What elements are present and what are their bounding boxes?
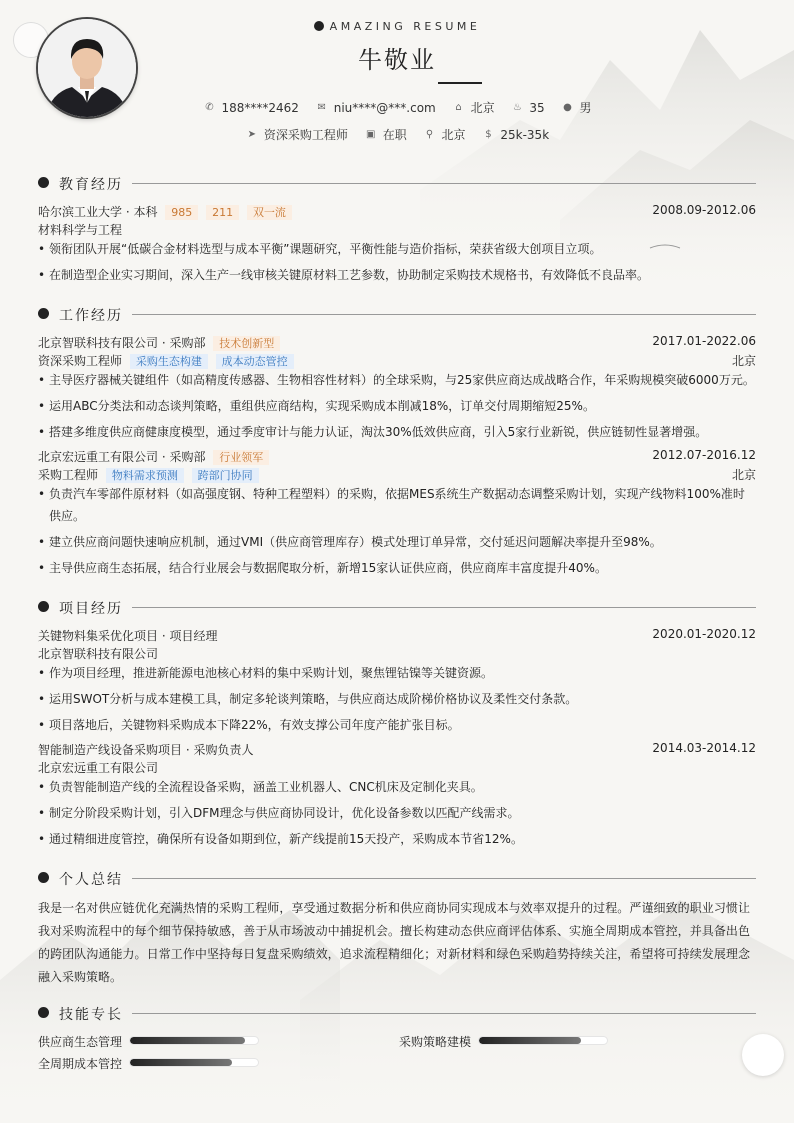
role-tag: 采购生态构建 (130, 354, 208, 369)
section-divider (132, 607, 756, 608)
list-item: • 负责汽车零部件原材料（如高强度钢、特种工程塑料）的采购，依据MES系统生产数据动态调整采购计划，实现产线物料100%准时供应。 (38, 483, 756, 527)
section-divider (132, 314, 756, 315)
phone-item: ✆ 188****2462 (202, 101, 298, 115)
project-company: 北京宏远重工有限公司 (38, 761, 159, 775)
city-item: ⌂ 北京 (452, 99, 495, 116)
ink-dot-icon (38, 1007, 49, 1018)
section-divider (132, 1013, 756, 1014)
education-school-line: 哈尔滨工业大学 · 本科 985 211 双一流 2008.09-2012.06 (38, 203, 756, 219)
company-tag: 技术创新型 (213, 336, 280, 351)
gender-item: ● 男 (561, 99, 592, 116)
skill-item: 采购策略建模 (399, 1033, 629, 1049)
project-date: 2020.01-2020.12 (652, 627, 756, 641)
list-item: • 主导医疗器械关键组件（如高精度传感器、生物相容性材料）的全球采购，与25家供应商达成战略合作，年采购规模突破6000万元。 (38, 369, 756, 391)
ink-dot-icon (38, 872, 49, 883)
section-divider (132, 878, 756, 879)
section-project-header: 项目经历 (38, 598, 756, 616)
skill-bar (479, 1037, 607, 1044)
skill-bar-fill (479, 1037, 581, 1044)
home-icon: ⌂ (455, 102, 462, 113)
section-education-header: 教育经历 (38, 174, 756, 192)
list-item: • 运用SWOT分析与成本建模工具，制定多轮谈判策略，与供应商达成阶梯价格协议及柔性交付条款。 (38, 688, 756, 710)
list-item: • 项目落地后，关键物料采购成本下降22%，有效支撑公司年度产能扩张目标。 (38, 714, 756, 736)
section-work-header: 工作经历 (38, 305, 756, 323)
ink-circle-decoration (742, 1034, 784, 1076)
project-date: 2014.03-2014.12 (652, 741, 756, 755)
name-underline (438, 82, 482, 84)
briefcase-icon: ▣ (365, 129, 376, 140)
contact-row (0, 99, 794, 116)
brand-label: AMAZING RESUME (0, 20, 794, 33)
skill-item: 全周期成本管控 (38, 1055, 268, 1071)
list-item: • 运用ABC分类法和动态谈判策略，重组供应商结构，实现采购成本削减18%，订单交付周期缩短25%。 (38, 395, 756, 417)
role-tag: 成本动态管控 (216, 354, 294, 369)
candidate-name: 牛敬业 (358, 46, 436, 74)
skill-bar-fill (130, 1059, 232, 1066)
send-icon: ➤ (247, 129, 257, 140)
list-item: • 领衔团队开展“低碳合金材料选型与成本平衡”课题研究，平衡性能与造价指标，荣获省级大创项目立项。 (38, 238, 756, 260)
list-item: • 在制造型企业实习期间，深入生产一线审核关键原材料工艺参数，协助制定采购技术规格书，有效降低不良品率。 (38, 264, 756, 286)
company-tag: 行业领军 (213, 450, 269, 465)
project-company: 北京智联科技有限公司 (38, 647, 159, 661)
list-item: • 主导供应商生态拓展，结合行业展会与数据爬取分析，新增15家认证供应商，供应商库丰富度提升40%。 (38, 557, 756, 579)
target-city-item: ⚲ 北京 (423, 126, 466, 143)
section-skills-header: 技能专长 (38, 1004, 756, 1022)
work-role-line: 采购工程师 物料需求预测 跨部门协同 北京 (38, 468, 756, 482)
school-tag: 211 (206, 205, 239, 220)
list-item: • 通过精细进度管控，确保所有设备如期到位，新产线提前15天投产，采购成本节省12%。 (38, 828, 756, 850)
work-date: 2012.07-2016.12 (652, 448, 756, 462)
work-city: 北京 (731, 354, 756, 368)
role-tag: 物料需求预测 (106, 468, 184, 483)
list-item: • 搭建多维度供应商健康度模型，通过季度审计与能力认证，淘汰30%低效供应商，引入5家行业新锐，供应链韧性显著增强。 (38, 421, 756, 443)
skill-bar (130, 1037, 258, 1044)
education-date: 2008.09-2012.06 (652, 203, 756, 217)
work-date: 2017.01-2022.06 (652, 334, 756, 348)
job-intent-row (0, 126, 794, 143)
salary-item: $ 25k-35k (481, 128, 549, 142)
role-tag: 跨部门协同 (192, 468, 259, 483)
work-role-line: 资深采购工程师 采购生态构建 成本动态管控 北京 (38, 354, 756, 368)
email-item: ✉ niu****@***.com (315, 101, 436, 115)
summary-text: 我是一名对供应链优化充满热情的采购工程师，享受通过数据分析和供应商协同实现成本与效率双提升的过程。严谨细致的职业习惯让我对采购流程中的每个细节保持敏感，善于从市场波动中捕捉机会。擅长构建动态供应商评估体系、实施全周期成本管控，并具备出色的跨团队沟通能力。日常工作中坚持每日复盘采购绩效，追求流程精细化；对新材料和绿色采购趋势持续关注，希望将可持续发展理念融入采购策略。 (38, 901, 750, 984)
education-major: 材料科学与工程 (38, 223, 123, 237)
list-item: • 负责智能制造产线的全流程设备采购，涵盖工业机器人、CNC机床及定制化夹具。 (38, 776, 756, 798)
work-company-line: 北京智联科技有限公司 · 采购部 技术创新型 2017.01-2022.06 (38, 334, 756, 350)
project-name-line: 智能制造产线设备采购项目 · 采购负责人 2014.03-2014.12 (38, 741, 756, 757)
list-item: • 建立供应商问题快速响应机制，通过VMI（供应商管理库存）模式处理订单异常，交付延迟问题解决率提升至98%。 (38, 531, 756, 553)
school-tag: 985 (165, 205, 198, 220)
skill-item: 供应商生态管理 (38, 1033, 268, 1049)
skill-bar (130, 1059, 258, 1066)
ink-dot-icon (38, 601, 49, 612)
school-tag: 双一流 (247, 205, 292, 220)
phone-icon: ✆ (205, 102, 214, 113)
cake-icon: ♨ (512, 102, 522, 113)
mail-icon: ✉ (317, 102, 326, 113)
list-item: • 作为项目经理，推进新能源电池核心材料的集中采购计划，聚焦锂钴镍等关键资源。 (38, 662, 756, 684)
gender-icon: ● (563, 102, 572, 113)
project-name-line: 关键物料集采优化项目 · 项目经理 2020.01-2020.12 (38, 627, 756, 643)
ink-dot-icon (38, 177, 49, 188)
work-company-line: 北京宏远重工有限公司 · 采购部 行业领军 2012.07-2016.12 (38, 448, 756, 464)
list-item: • 制定分阶段采购计划，引入DFM理念与供应商协同设计，优化设备参数以匹配产线需求。 (38, 802, 756, 824)
section-summary-header: 个人总结 (38, 869, 756, 887)
job-title-item: ➤ 资深采购工程师 (245, 126, 348, 143)
work-city: 北京 (731, 468, 756, 482)
section-divider (132, 183, 756, 184)
location-icon: ⚲ (425, 129, 434, 140)
money-icon: $ (485, 129, 492, 140)
ink-drop-icon (314, 21, 324, 31)
ink-dot-icon (38, 308, 49, 319)
age-item: ♨ 35 (510, 101, 544, 115)
status-item: ▣ 在职 (364, 126, 407, 143)
skill-bar-fill (130, 1037, 245, 1044)
